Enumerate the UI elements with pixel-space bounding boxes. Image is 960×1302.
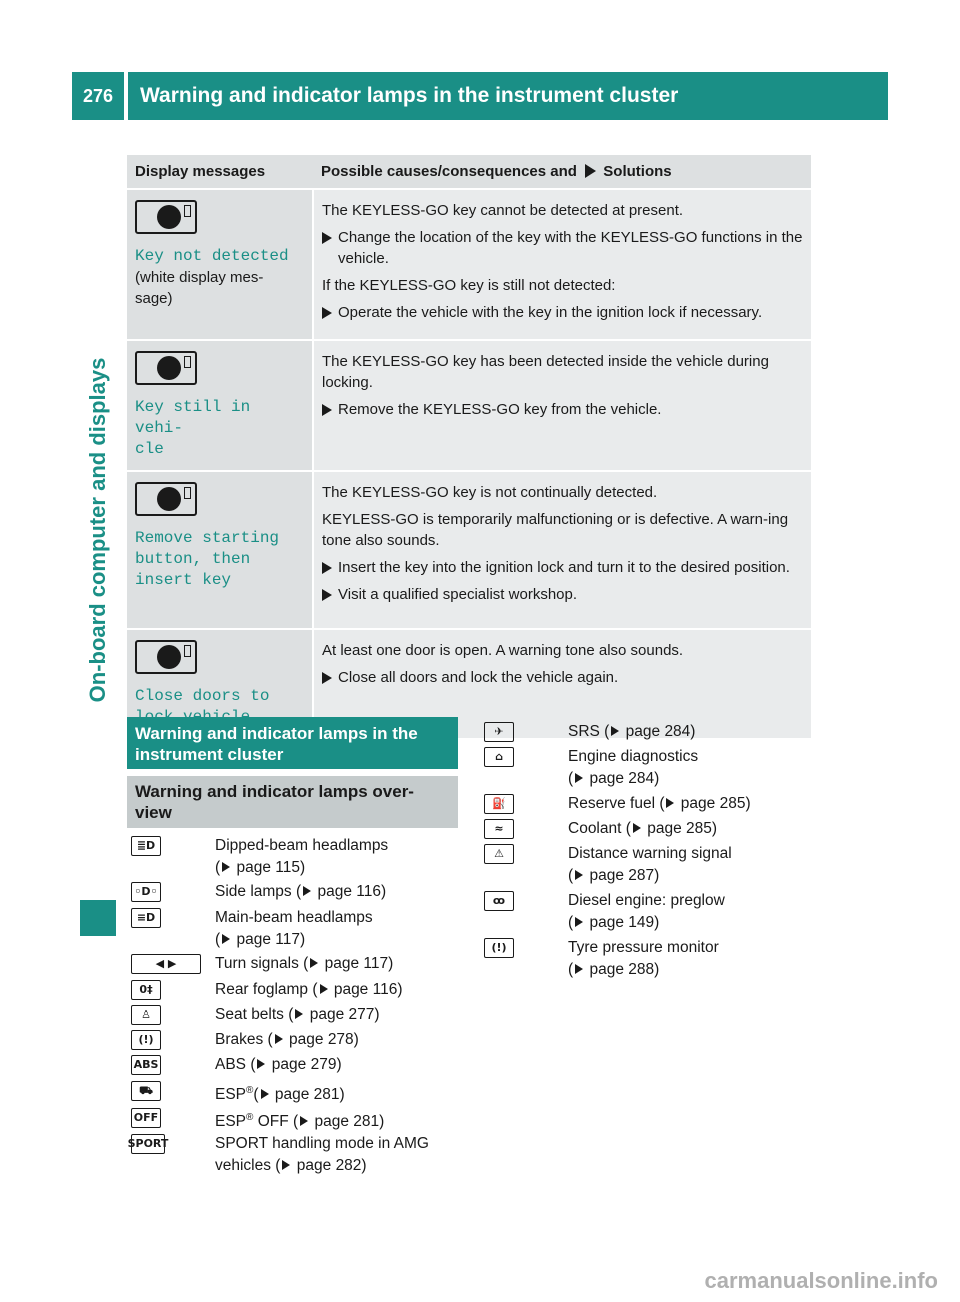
lamp-description bbox=[568, 890, 725, 934]
solution-step-text: Change the location of the key with the KEYLESS-GO functions in the vehicle. bbox=[338, 229, 803, 267]
page-reference-link[interactable]: page 115) bbox=[232, 859, 306, 876]
page-reference-link[interactable]: page 284) bbox=[621, 723, 696, 740]
lamp-label-suffix: ( bbox=[253, 1086, 259, 1104]
sport-icon: SPORT bbox=[131, 1134, 165, 1154]
lamp-list-item bbox=[480, 747, 811, 791]
srs-icon: ✈ bbox=[484, 722, 514, 742]
turn-signal-icon: ◀ ▶ bbox=[131, 954, 201, 974]
key-icon bbox=[135, 200, 197, 234]
registered-mark: ® bbox=[246, 1112, 254, 1123]
distance-warning-icon: ⚠ bbox=[484, 844, 514, 864]
lamp-list-item bbox=[480, 891, 811, 935]
page-reference-link[interactable]: page 278) bbox=[284, 1031, 359, 1048]
lamp-label: Side lamps ( bbox=[215, 883, 302, 900]
step-arrow-icon bbox=[322, 404, 332, 416]
display-message-cell bbox=[127, 471, 313, 629]
page-reference-link[interactable]: page 285) bbox=[676, 795, 751, 812]
page-reference-link[interactable]: page 282) bbox=[292, 1157, 367, 1174]
lamp-label: ABS ( bbox=[215, 1056, 256, 1073]
page-ref-arrow-icon bbox=[261, 1089, 269, 1099]
esp-icon: ⛟ bbox=[131, 1081, 161, 1101]
lamp-description bbox=[568, 746, 698, 790]
main-beam-icon: ≡D bbox=[131, 908, 161, 928]
lamp-list-item bbox=[127, 836, 458, 880]
lamp-list-left bbox=[127, 836, 458, 1176]
solution-step-text: Insert the key into the ignition lock and turn it to the desired position. bbox=[338, 559, 790, 576]
section-title: Warning and indicator lamps in the instrument cluster bbox=[127, 717, 458, 769]
lamp-label-line2: ( bbox=[568, 961, 574, 978]
lamp-label: Brakes ( bbox=[215, 1031, 273, 1048]
registered-mark: ® bbox=[246, 1085, 254, 1096]
display-message-text: Remove starting button, then insert key bbox=[135, 529, 280, 589]
page-ref-arrow-icon bbox=[575, 964, 583, 974]
lamp-label-line2: vehicles ( bbox=[215, 1157, 281, 1174]
page-ref-arrow-icon bbox=[320, 984, 328, 994]
page-ref-arrow-icon bbox=[666, 798, 674, 808]
solution-step bbox=[322, 584, 803, 605]
solution-cell bbox=[313, 340, 811, 471]
solution-step bbox=[322, 557, 803, 578]
cause-text: At least one door is open. A warning tone also sounds. bbox=[322, 642, 684, 659]
lamp-description bbox=[568, 721, 695, 743]
lamp-description bbox=[215, 835, 388, 879]
display-message-cell bbox=[127, 189, 313, 340]
page-reference-link[interactable]: page 281) bbox=[270, 1086, 345, 1104]
page-ref-arrow-icon bbox=[300, 1116, 308, 1126]
page-ref-arrow-icon bbox=[575, 773, 583, 783]
key-icon bbox=[135, 351, 197, 385]
page-ref-arrow-icon bbox=[611, 726, 619, 736]
cause-text: The KEYLESS-GO key is not continually detected. bbox=[322, 484, 658, 501]
lamp-description bbox=[215, 979, 402, 1001]
page-ref-arrow-icon bbox=[303, 886, 311, 896]
cause-text: KEYLESS-GO is temporarily malfunctioning or is defective. A warn-ing tone also sounds. bbox=[322, 511, 789, 549]
table-row bbox=[127, 471, 811, 629]
solution-step bbox=[322, 399, 803, 420]
page-header-title: Warning and indicator lamps in the instrument cluster bbox=[128, 72, 888, 120]
lamp-label: Engine diagnostics bbox=[568, 748, 699, 765]
seat-belt-icon: ♙ bbox=[131, 1005, 161, 1025]
lamp-list-item bbox=[480, 844, 811, 888]
solution-step bbox=[322, 227, 803, 269]
display-message-text: Key still in vehi‐ cle bbox=[135, 398, 251, 458]
display-message-note: (white display mes- sage) bbox=[135, 269, 264, 307]
chapter-side-tab: On-board computer and displays bbox=[85, 357, 110, 703]
page-ref-arrow-icon bbox=[282, 1160, 290, 1170]
lamp-description bbox=[215, 907, 373, 951]
lamp-label-line2: ( bbox=[568, 914, 574, 931]
lamp-description bbox=[215, 1004, 380, 1026]
esp-off-icon: OFF bbox=[131, 1108, 161, 1128]
lamp-label-line2: ( bbox=[215, 931, 221, 948]
coolant-icon: ≈ bbox=[484, 819, 514, 839]
solution-step-text: Visit a qualified specialist workshop. bbox=[338, 586, 578, 603]
cause-text: If the KEYLESS-GO key is still not detected: bbox=[322, 277, 616, 294]
lamp-description bbox=[215, 1029, 359, 1051]
solution-step-text: Close all doors and lock the vehicle again. bbox=[338, 669, 619, 686]
lamp-description bbox=[215, 1054, 342, 1076]
step-arrow-icon bbox=[322, 232, 332, 244]
page-ref-arrow-icon bbox=[257, 1059, 265, 1069]
lamp-label-line2: ( bbox=[568, 867, 574, 884]
solution-step bbox=[322, 302, 803, 323]
abs-icon: ABS bbox=[131, 1055, 161, 1075]
page-ref-arrow-icon bbox=[222, 862, 230, 872]
lamp-list-item bbox=[480, 938, 811, 982]
lamp-label-suffix: OFF ( bbox=[253, 1113, 299, 1131]
solution-step-text: Remove the KEYLESS-GO key from the vehicle. bbox=[338, 401, 662, 418]
lamp-list-right bbox=[480, 722, 811, 982]
solution-step bbox=[322, 667, 803, 688]
lamp-list-item bbox=[127, 1134, 458, 1178]
lamp-list-item bbox=[127, 908, 458, 952]
lamp-label-line2: ( bbox=[568, 770, 574, 787]
page-reference-link[interactable]: page 284) bbox=[585, 770, 660, 787]
step-arrow-icon bbox=[322, 589, 332, 601]
page-reference-link[interactable]: page 287) bbox=[585, 867, 660, 884]
column-header-causes bbox=[313, 155, 811, 189]
page-reference-link[interactable]: page 279) bbox=[267, 1056, 342, 1073]
lamp-label: ESP bbox=[215, 1086, 247, 1104]
lamp-label-line2: ( bbox=[215, 859, 221, 876]
display-message-cell bbox=[127, 340, 313, 471]
column-header-causes-text: Possible causes/consequences and bbox=[321, 163, 577, 180]
cause-text: The KEYLESS-GO key cannot be detected at present. bbox=[322, 202, 684, 219]
display-message-text: Close doors to bbox=[135, 687, 270, 705]
lamp-description bbox=[568, 818, 717, 840]
solution-cell bbox=[313, 189, 811, 340]
key-icon bbox=[135, 482, 197, 516]
lamp-label: Diesel engine: preglow bbox=[568, 892, 725, 909]
engine-diagnostics-icon: ⌂ bbox=[484, 747, 514, 767]
page-reference-link[interactable]: page 277) bbox=[305, 1006, 380, 1023]
page-ref-arrow-icon bbox=[633, 823, 641, 833]
page-ref-arrow-icon bbox=[275, 1034, 283, 1044]
page-ref-arrow-icon bbox=[222, 934, 230, 944]
page-reference-link[interactable]: page 116) bbox=[313, 883, 387, 900]
chapter-marker bbox=[80, 900, 116, 936]
lamp-label: Rear foglamp ( bbox=[215, 981, 318, 998]
solution-cell bbox=[313, 471, 811, 629]
lamp-description bbox=[215, 1107, 384, 1133]
lamp-label: Distance warning signal bbox=[568, 845, 732, 862]
page-reference-link[interactable]: page 288) bbox=[585, 961, 660, 978]
solution-step-text: Operate the vehicle with the key in the ignition lock if necessary. bbox=[338, 304, 763, 321]
column-header-solutions-text: Solutions bbox=[603, 163, 672, 180]
lamp-description bbox=[568, 937, 719, 981]
page-ref-arrow-icon bbox=[575, 870, 583, 880]
key-icon bbox=[135, 640, 197, 674]
step-arrow-icon bbox=[322, 307, 332, 319]
dipped-beam-icon: ≣D bbox=[131, 836, 161, 856]
lamp-label: Tyre pressure monitor bbox=[568, 939, 719, 956]
lamp-description bbox=[215, 1080, 345, 1106]
brakes-icon: (!) bbox=[131, 1030, 161, 1050]
solutions-arrow-icon bbox=[585, 164, 596, 178]
page-reference-link[interactable]: page 285) bbox=[642, 820, 718, 837]
preglow-icon: ꝏ bbox=[484, 891, 514, 911]
watermark: carmanualsonline.info bbox=[704, 1268, 938, 1293]
column-header-display-messages: Display messages bbox=[127, 155, 313, 189]
tyre-pressure-icon: (!) bbox=[484, 938, 514, 958]
lamp-label: Dipped-beam headlamps bbox=[215, 837, 389, 854]
side-lamps-icon: ◦D◦ bbox=[131, 882, 161, 902]
step-arrow-icon bbox=[322, 562, 332, 574]
lamp-label: Turn signals ( bbox=[215, 955, 309, 972]
page-ref-arrow-icon bbox=[310, 958, 318, 968]
display-messages-table bbox=[127, 155, 811, 738]
cause-text: The KEYLESS-GO key has been detected inside the vehicle during locking. bbox=[322, 353, 769, 391]
lamp-description bbox=[215, 1133, 429, 1177]
subsection-title: Warning and indicator lamps over-view bbox=[127, 776, 458, 828]
table-row bbox=[127, 340, 811, 471]
lamp-description bbox=[568, 843, 732, 887]
lamp-description bbox=[568, 793, 751, 815]
step-arrow-icon bbox=[322, 672, 332, 684]
page-reference-link[interactable]: page 117) bbox=[232, 931, 306, 948]
page-reference-link[interactable]: page 116) bbox=[329, 981, 403, 998]
lamp-label: Main-beam headlamps bbox=[215, 909, 373, 926]
reserve-fuel-icon: ⛽ bbox=[484, 794, 514, 814]
lamp-description bbox=[215, 881, 386, 903]
rear-foglamp-icon: 0‡ bbox=[131, 980, 161, 1000]
page-ref-arrow-icon bbox=[295, 1009, 303, 1019]
page-reference-link[interactable]: page 149) bbox=[585, 914, 660, 931]
page-reference-link[interactable]: page 117) bbox=[320, 955, 394, 972]
lamp-description bbox=[215, 953, 393, 975]
lamp-label: ESP bbox=[215, 1113, 247, 1131]
lamp-label: SPORT handling mode in AMG bbox=[215, 1135, 429, 1152]
page-number: 276 bbox=[72, 72, 124, 120]
page-reference-link[interactable]: page 281) bbox=[310, 1113, 385, 1131]
lamp-label: Coolant ( bbox=[568, 820, 631, 837]
page-ref-arrow-icon bbox=[575, 917, 583, 927]
table-row bbox=[127, 189, 811, 340]
display-message-text: Key not detected bbox=[135, 247, 289, 265]
lamp-label: Reserve fuel ( bbox=[568, 795, 665, 812]
lamp-label: Seat belts ( bbox=[215, 1006, 294, 1023]
lamp-label: SRS ( bbox=[568, 723, 610, 740]
